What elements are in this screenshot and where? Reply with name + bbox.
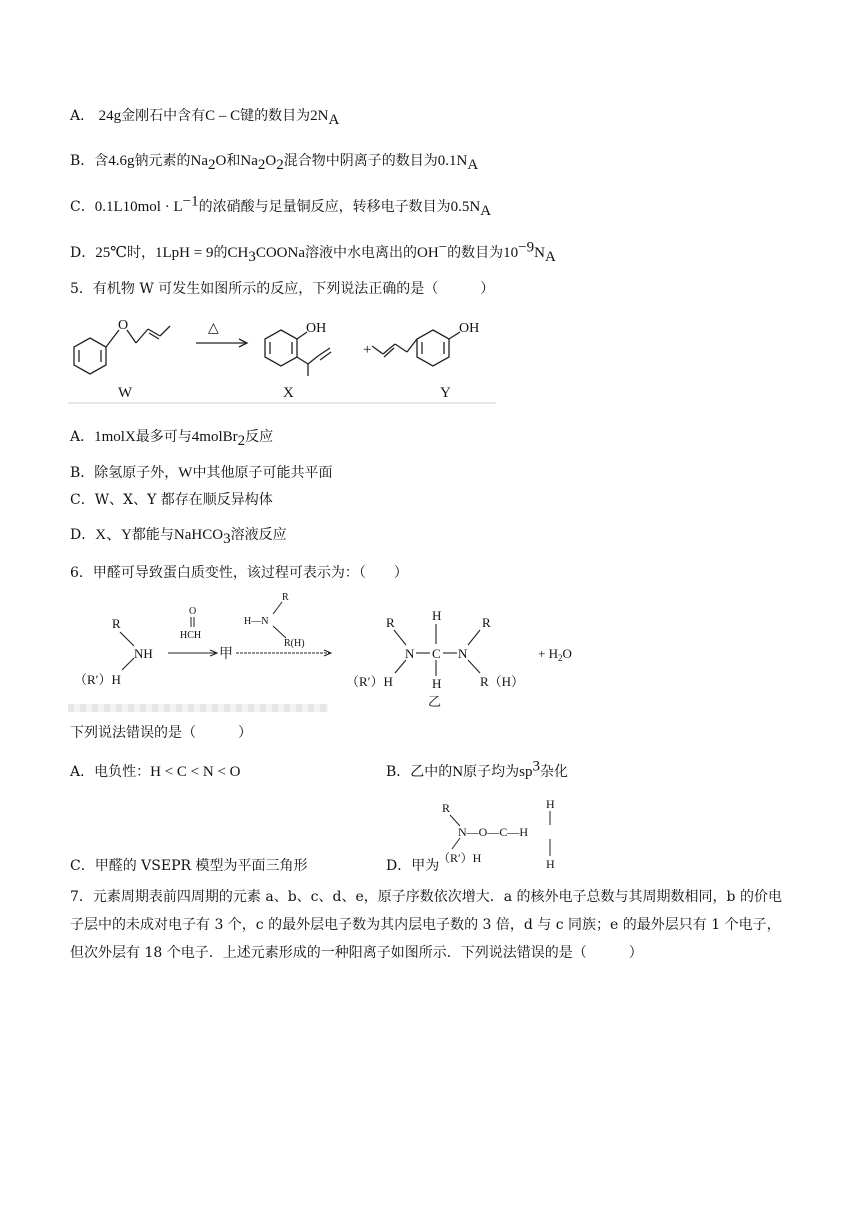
text: B．除氢原子外，	[70, 465, 179, 481]
text: 反应	[245, 429, 274, 445]
subscript: A	[544, 248, 556, 265]
text: 溶液反应	[230, 527, 287, 543]
ph: 1LpH = 9	[155, 245, 214, 261]
formaldehyde-double-bond	[191, 617, 194, 627]
q4-option-a	[70, 106, 339, 126]
q6-option-d-structure	[438, 796, 598, 874]
formula: COONa	[255, 245, 305, 261]
rh-label: （R′）H	[74, 672, 121, 687]
subscript: 2	[208, 156, 216, 173]
arrow-2	[236, 650, 331, 656]
yi-h-bottom: H	[432, 676, 442, 691]
text: 的	[213, 245, 228, 261]
r-label: R	[112, 616, 121, 631]
formula: Na	[190, 153, 209, 169]
superscript: −	[438, 239, 448, 256]
hydroxyl-label: OH	[306, 321, 327, 336]
yi-r1: R	[386, 615, 395, 630]
amine-bonds	[120, 632, 134, 670]
h-top-label: H	[546, 797, 555, 811]
molecule-y	[372, 330, 460, 366]
arrow-1	[168, 650, 217, 656]
text: 杂化	[539, 764, 568, 780]
reagent-bonds	[273, 602, 286, 638]
text: 中其他原子可能共平面	[192, 465, 333, 481]
reagent-rh: R(H)	[284, 638, 305, 649]
option-label: A．	[70, 108, 95, 124]
superscript: 3	[532, 758, 540, 775]
text: B．乙中的	[386, 764, 453, 780]
structure-svg	[438, 796, 598, 874]
concentration: 0.1L10mol · L	[94, 199, 183, 215]
reaction-svg	[68, 308, 496, 404]
molecule-x	[265, 330, 331, 376]
subscript: 3	[223, 530, 231, 547]
q5-option-d	[70, 525, 287, 545]
value: 4molBr	[191, 429, 238, 445]
plus-sign: +	[363, 342, 372, 358]
plus-h2o	[538, 646, 572, 663]
value: W	[178, 465, 193, 481]
text: A．电负性：	[70, 764, 151, 780]
value: 10	[503, 245, 519, 261]
q6-stem: 6．甲醛可导致蛋白质变性，该过程可表示为：（ ）	[70, 565, 408, 581]
h-bottom-label: H	[546, 857, 555, 871]
text: 金刚石中含有	[121, 108, 206, 124]
oxygen-label: O	[118, 318, 129, 333]
formula: O	[265, 153, 277, 169]
value: 0.5N	[450, 199, 481, 215]
text: 钠元素的	[134, 153, 191, 169]
formaldehyde-hch: HCH	[180, 630, 202, 641]
mass-value: 24g	[98, 108, 122, 124]
subscript: A	[467, 156, 479, 173]
text: 最多可与	[135, 429, 192, 445]
formula: O	[215, 153, 227, 169]
subscript: 2	[276, 156, 284, 173]
value: 1molX	[94, 429, 136, 445]
yi-c: C	[432, 646, 441, 661]
value: H < C < N < O	[150, 764, 241, 780]
bond: C – C	[205, 108, 241, 124]
yi-rh: （R′）H	[346, 674, 393, 689]
reagent-hn: H—N	[244, 616, 269, 627]
option-label: D．	[70, 245, 96, 261]
temperature: 25℃	[95, 245, 128, 261]
q6-reaction-figure	[68, 590, 588, 710]
formula: NaHCO	[173, 527, 224, 543]
formula: OH	[417, 245, 439, 261]
option-label: D．	[70, 527, 96, 543]
formaldehyde-o: O	[189, 606, 197, 617]
text: 溶液中水电离出的	[305, 245, 417, 261]
text: 原子均为	[463, 764, 520, 780]
subscript: 2	[237, 432, 246, 449]
text: 混合物中阴离子的数目为	[283, 153, 438, 169]
text: 时，	[127, 245, 156, 261]
text: 键的数目为	[240, 108, 311, 124]
q6-option-b	[386, 758, 568, 782]
r-label: R	[442, 801, 451, 815]
option-label: B．含	[70, 153, 109, 169]
q4-option-c	[70, 193, 492, 219]
text: + H	[538, 646, 558, 661]
subscript: A	[480, 202, 492, 219]
q5-reaction-figure	[68, 308, 496, 404]
subscript: 2	[257, 156, 266, 173]
reaction-svg	[68, 590, 588, 710]
yi-h-top: H	[432, 608, 442, 623]
superscript: −1	[182, 193, 199, 210]
heat-symbol: △	[208, 321, 219, 336]
value: N	[534, 245, 545, 261]
yi-label: 乙	[428, 694, 442, 709]
blurred-artifact	[68, 704, 328, 712]
formula: CH	[227, 245, 249, 261]
label-y: Y	[440, 385, 451, 401]
q5-stem: 5．有机物 W 可发生如图所示的反应，下列说法正确的是（ ）	[70, 281, 495, 297]
q7-stem: 7．元素周期表前四周期的元素 a、b、c、d、e，原子序数依次增大．a 的核外电子总数与其周期数相同，b 的价电子层中的未成对电子有 3 个，c 的最外层电子数为其内层电子数的 3 倍，d 与 c 同族；e 的最外层只有 1 个电子，但次外层有 18 个电子．上述元素形成的一种阳离子如图所示．下列说法错误的是（ ）	[70, 889, 782, 961]
mass-value: 4.6g	[108, 153, 135, 169]
option-label: A．	[70, 429, 95, 445]
q5-option-c: C．W、X、Y 都存在顺反异构体	[70, 492, 273, 508]
q4-option-b	[70, 151, 478, 171]
q6-sub-stem: 下列说法错误的是（ ）	[70, 725, 252, 741]
jia-label: 甲	[219, 647, 233, 662]
q5-option-a	[70, 427, 273, 447]
reaction-arrow	[196, 339, 247, 347]
rh-label: （R′）H	[438, 851, 482, 865]
text: 和	[226, 153, 241, 169]
reagent-r: R	[282, 592, 289, 603]
subscript: 3	[248, 248, 256, 265]
option-label: C．	[70, 199, 95, 215]
label-w: W	[118, 385, 133, 401]
text: O	[562, 646, 572, 661]
text: 都能与	[131, 527, 174, 543]
subscript: A	[328, 111, 340, 128]
formula: Na	[240, 153, 258, 169]
hydroxyl-label: OH	[459, 321, 480, 336]
subscript: 2	[557, 653, 563, 663]
superscript: −9	[518, 239, 535, 256]
yi-rh2: R（H）	[480, 674, 525, 689]
molecule-w	[74, 326, 170, 374]
q6-option-a	[70, 762, 241, 782]
value: 0.1N	[437, 153, 468, 169]
yi-n1: N	[405, 646, 415, 661]
nh-label: NH	[134, 646, 153, 661]
text: 的数目为	[447, 245, 504, 261]
value: N	[452, 764, 464, 780]
q6-option-c: C．甲醛的 VSEPR 模型为平面三角形	[70, 858, 308, 874]
text: 的浓硝酸与足量铜反应，转移电子数目为	[198, 199, 451, 215]
yi-r2: R	[482, 615, 491, 630]
yi-n2: N	[458, 646, 468, 661]
q5-option-b	[70, 463, 332, 483]
value: sp	[519, 764, 533, 780]
q6-option-d: D．甲为	[386, 858, 440, 874]
value: 2N	[310, 108, 329, 124]
label-x: X	[283, 385, 294, 401]
value: X、Y	[95, 527, 132, 543]
q4-option-d	[70, 239, 556, 265]
chain-label: N—O—C—H	[458, 825, 529, 839]
